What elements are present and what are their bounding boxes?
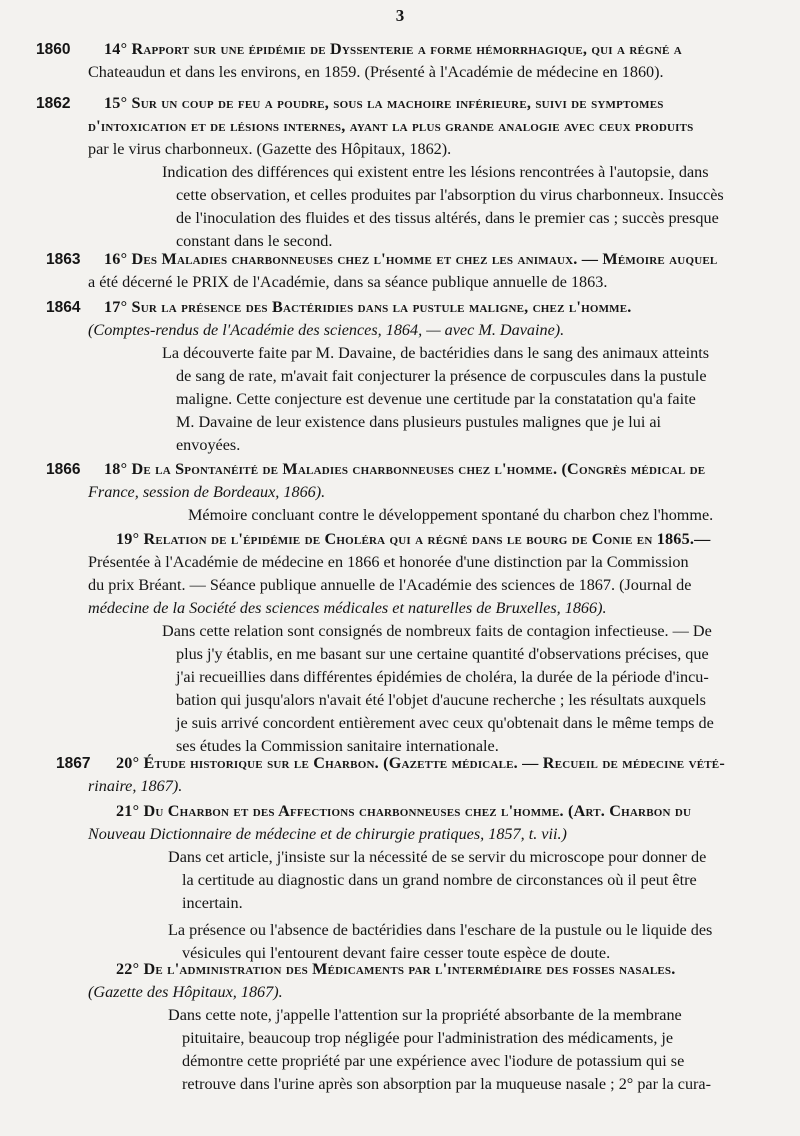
entry-heading-line: médecine de la Société des sciences médicales et naturelles de Bruxelles, 1866). xyxy=(88,599,607,617)
year-label: 1864 xyxy=(46,299,81,316)
entry-heading-line: 17° Sur la présence des Bactéridies dans la pustule maligne, chez l'homme. xyxy=(104,298,632,316)
entry-heading-line: 15° Sur un coup de feu a poudre, sous la machoire inférieure, suivi de symptomes xyxy=(104,94,664,112)
entry-para-line: bation qui jusqu'alors n'avait été l'objet d'aucune recherche ; les résultats auxquels xyxy=(176,691,706,709)
entry-heading-line: 20° Étude historique sur le Charbon. (Gazette médicale. — Recueil de médecine vété- xyxy=(116,754,725,772)
entry-heading-line: Présentée à l'Académie de médecine en 1866 et honorée d'une distinction par la Commission xyxy=(88,553,689,571)
page-number: 3 xyxy=(395,6,405,25)
year-label: 1862 xyxy=(36,95,71,112)
entry-17 xyxy=(88,296,743,457)
entry-para-line: plus j'y établis, en me basant sur une certaine quantité d'observations précises, que xyxy=(176,645,709,663)
entry-para-line: de sang de rate, m'avait fait conjecturer la présence de corpuscules dans la pustule xyxy=(176,367,707,385)
entry-heading-line: 22° De l'administration des Médicaments par l'intermédiaire des fosses nasales. xyxy=(116,960,676,978)
entry-heading-line: 14° Rapport sur une épidémie de Dyssenterie a forme hémorrhagique, qui a régné a xyxy=(104,40,682,58)
entry-16 xyxy=(88,248,743,294)
entry-heading-line: 19° Relation de l'épidémie de Choléra qui a régné dans le bourg de Conie en 1865.— xyxy=(116,530,711,548)
entry-para-line: constant dans le second. xyxy=(176,232,333,250)
entry-21 xyxy=(88,800,743,965)
entry-heading-line: Chateaudun et dans les environs, en 1859. (Présenté à l'Académie de médecine en 1860). xyxy=(88,63,664,81)
entry-para-line: démontre cette propriété par une expérience avec l'iodure de potassium qui se xyxy=(182,1052,685,1070)
entry-para-line: envoyées. xyxy=(176,436,241,454)
entry-heading-line: Nouveau Dictionnaire de médecine et de chirurgie pratiques, 1857, t. vii.) xyxy=(88,825,567,843)
entry-para-line: cette observation, et celles produites par l'absorption du virus charbonneux. Insuccès xyxy=(176,186,724,204)
entry-para-line: Dans cette relation sont consignés de nombreux faits de contagion infectieuse. — De xyxy=(162,622,712,640)
year-label: 1860 xyxy=(36,41,71,58)
entry-22 xyxy=(88,958,743,1096)
entry-heading-line: 16° Des Maladies charbonneuses chez l'homme et chez les animaux. — Mémoire auquel xyxy=(104,250,718,268)
entry-para-line: Dans cette note, j'appelle l'attention sur la propriété absorbante de la membrane xyxy=(168,1006,682,1024)
entry-heading-line: par le virus charbonneux. (Gazette des Hôpitaux, 1862). xyxy=(88,140,452,158)
entry-para-line: incertain. xyxy=(182,894,243,912)
entry-para-line: La présence ou l'absence de bactéridies dans l'eschare de la pustule ou le liquide des xyxy=(168,921,713,939)
entry-heading-line: 21° Du Charbon et des Affections charbonneuses chez l'homme. (Art. Charbon du xyxy=(116,802,692,820)
entry-para-line: pituitaire, beaucoup trop négligée pour l'administration des médicaments, je xyxy=(182,1029,674,1047)
entry-para-line: j'ai recueillies dans différentes épidémies de choléra, la durée de la période d'incu- xyxy=(176,668,709,686)
entry-15 xyxy=(88,92,743,253)
entry-18 xyxy=(88,458,743,527)
entry-heading-line: rinaire, 1867). xyxy=(88,777,183,795)
entry-para-line: Mémoire concluant contre le développement spontané du charbon chez l'homme. xyxy=(188,506,714,524)
year-label: 1863 xyxy=(46,251,81,268)
entry-heading-line: (Gazette des Hôpitaux, 1867). xyxy=(88,983,283,1001)
entry-para-line: La découverte faite par M. Davaine, de bactéridies dans le sang des animaux atteints xyxy=(162,344,710,362)
entry-para-line: ses études la Commission sanitaire internationale. xyxy=(176,737,499,755)
entry-heading-line: 18° De la Spontanéité de Maladies charbonneuses chez l'homme. (Congrès médical de xyxy=(104,460,706,478)
entry-heading-line: d'intoxication et de lésions internes, ayant la plus grande analogie avec ceux produits xyxy=(88,117,694,135)
entry-20 xyxy=(88,752,743,798)
entry-para-line: maligne. Cette conjecture est devenue une certitude par la constatation qu'a faite xyxy=(176,390,696,408)
entry-para-line: M. Davaine de leur existence dans plusieurs pustules malignes que je lui ai xyxy=(176,413,662,431)
entry-para-line: la certitude au diagnostic dans un grand nombre de circonstances où il peut être xyxy=(182,871,697,889)
entry-19 xyxy=(88,528,743,758)
entry-para-line: vésicules qui l'entourent devant faire cesser toute espèce de doute. xyxy=(182,944,611,962)
entry-heading-line: du prix Bréant. — Séance publique annuelle de l'Académie des sciences de 1867. (Journal de xyxy=(88,576,692,594)
entry-para-line: je suis arrivé concordent entièrement avec ceux qu'obtenait dans le même temps de xyxy=(176,714,714,732)
entry-heading-line: France, session de Bordeaux, 1866). xyxy=(88,483,326,501)
entry-14 xyxy=(88,38,743,84)
entry-heading-line: a été décerné le PRIX de l'Académie, dans sa séance publique annuelle de 1863. xyxy=(88,273,608,291)
entry-para-line: retrouve dans l'urine après son absorption par la muqueuse nasale ; 2° par la cura- xyxy=(182,1075,712,1093)
year-label: 1866 xyxy=(46,461,81,478)
entry-para-line: Indication des différences qui existent entre les lésions rencontrées à l'autopsie, dans xyxy=(162,163,709,181)
entry-para-line: Dans cet article, j'insiste sur la nécessité de se servir du microscope pour donner de xyxy=(168,848,707,866)
entry-heading-line: (Comptes-rendus de l'Académie des sciences, 1864, — avec M. Davaine). xyxy=(88,321,565,339)
year-label: 1867 xyxy=(56,755,91,772)
entry-para-line: de l'inoculation des fluides et des tissus altérés, dans le premier cas ; succès presque xyxy=(176,209,719,227)
